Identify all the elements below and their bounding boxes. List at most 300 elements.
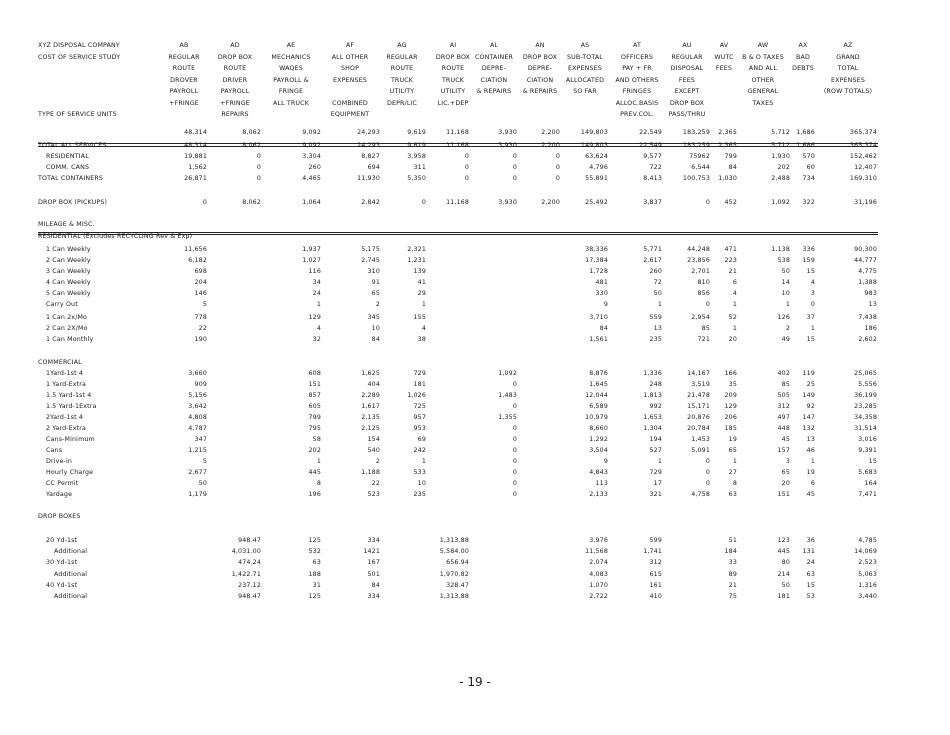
column-header-line: DROVER xyxy=(170,76,198,84)
column-header-line: BAD xyxy=(796,54,810,61)
table-cell: 5,175 xyxy=(361,246,380,253)
table-cell: 5,584.00 xyxy=(439,548,469,555)
table-cell: 9,619 xyxy=(407,129,426,136)
table-cell: 312 xyxy=(649,559,662,566)
table-cell: 2,200 xyxy=(541,129,560,136)
row-label: 5 Can Weekly xyxy=(46,290,91,297)
table-cell: 14,069 xyxy=(854,548,877,555)
table-cell: 113 xyxy=(595,480,608,487)
column-header-line: ALLOCATED xyxy=(565,76,605,84)
table-cell: 24 xyxy=(806,559,815,566)
table-cell: 202 xyxy=(777,164,790,171)
table-cell: 132 xyxy=(802,425,815,432)
column-code: AD xyxy=(230,42,240,49)
table-cell: 1,930 xyxy=(771,153,790,160)
table-cell: 41 xyxy=(417,279,426,286)
table-cell: 0 xyxy=(512,403,517,410)
table-cell: 0 xyxy=(256,175,261,182)
table-cell: 4,796 xyxy=(589,164,608,171)
column-header-line: REGULAR xyxy=(671,54,703,61)
table-cell: 1,653 xyxy=(643,414,662,421)
table-cell: 36 xyxy=(806,537,815,544)
table-cell: 328.47 xyxy=(446,582,469,589)
table-cell: 21,478 xyxy=(687,392,710,399)
table-cell: 2,125 xyxy=(361,425,380,432)
table-cell: 321 xyxy=(649,491,662,498)
table-cell: 151 xyxy=(308,381,321,388)
column-header-line: ROUTE xyxy=(223,65,247,73)
row-label: 3 Can Weekly xyxy=(46,268,91,275)
table-cell: 63,624 xyxy=(585,153,608,160)
row-label: 1 Yard-Extra xyxy=(46,381,87,388)
table-cell: 22,549 xyxy=(639,129,662,136)
table-cell: 570 xyxy=(802,153,815,160)
table-cell: 12,407 xyxy=(854,164,877,171)
row-label: Cans-Minimum xyxy=(46,436,95,443)
table-cell: 8,062 xyxy=(242,199,261,206)
column-header-line: FEES xyxy=(715,65,733,73)
table-cell: 50 xyxy=(653,290,662,297)
column-header-line: GRAND xyxy=(836,54,860,61)
row-label: Hourly Charge xyxy=(46,469,94,476)
table-cell: 60 xyxy=(806,164,815,171)
table-cell: 336 xyxy=(802,246,815,253)
table-cell: 501 xyxy=(367,571,380,578)
table-cell: 125 xyxy=(308,537,321,544)
table-cell: 34 xyxy=(312,279,321,286)
column-code: AT xyxy=(633,42,641,49)
table-cell: 1 xyxy=(810,325,815,332)
table-cell: 1 xyxy=(421,458,426,465)
table-cell: 2 xyxy=(375,458,380,465)
column-code: AF xyxy=(345,42,355,49)
table-cell: 157 xyxy=(777,447,790,454)
column-header-line: WAQES xyxy=(279,65,303,73)
column-header-line: LIC.+DEP xyxy=(437,99,469,107)
table-cell: 1 xyxy=(732,301,737,308)
table-cell: 2,954 xyxy=(691,314,710,321)
column-code: AX xyxy=(798,42,808,49)
table-cell: 149,803 xyxy=(580,129,608,136)
table-cell: 2,200 xyxy=(541,199,560,206)
table-cell: 7,471 xyxy=(858,491,877,498)
table-cell: 84 xyxy=(599,325,608,332)
table-cell: 161 xyxy=(649,582,662,589)
table-cell: 734 xyxy=(802,175,815,182)
type-of-service-label: TYPE OF SERVICE UNITS xyxy=(38,111,117,118)
table-cell: 5,350 xyxy=(407,175,426,182)
column-header-line: DISPOSAL xyxy=(670,65,704,73)
table-cell: 1,064 xyxy=(302,199,321,206)
table-cell: 13 xyxy=(653,325,662,332)
table-cell: 608 xyxy=(308,370,321,377)
table-cell: 159 xyxy=(802,257,815,264)
table-cell: 948.47 xyxy=(238,537,261,544)
table-cell: 126 xyxy=(777,314,790,321)
table-cell: 365,374 xyxy=(849,142,877,149)
column-header-line: OTHER xyxy=(751,76,775,84)
table-cell: 183,259 xyxy=(682,142,710,149)
column-header-line: REGULAR xyxy=(168,54,200,61)
table-cell: 410 xyxy=(649,593,662,600)
table-cell: 0 xyxy=(555,164,560,171)
table-cell: 532 xyxy=(308,548,321,555)
column-header-line: FRINGE xyxy=(278,88,304,96)
table-cell: 25,065 xyxy=(854,370,877,377)
row-label: 2 Yard-Extra xyxy=(46,425,87,432)
table-cell: 3 xyxy=(810,290,815,297)
table-cell: 11,168 xyxy=(446,129,469,136)
column-header-line: TAXES xyxy=(752,99,774,107)
table-cell: 1 xyxy=(657,301,662,308)
table-cell: 1,026 xyxy=(407,392,426,399)
table-cell: 2,745 xyxy=(361,257,380,264)
table-cell: 1 xyxy=(316,301,321,308)
table-cell: 334 xyxy=(367,593,380,600)
table-cell: 0 xyxy=(705,301,710,308)
table-cell: 1,686 xyxy=(796,142,815,149)
table-cell: 129 xyxy=(724,403,737,410)
table-cell: 722 xyxy=(649,164,662,171)
table-cell: 8,062 xyxy=(242,129,261,136)
column-header-line: FEES xyxy=(678,76,696,84)
table-cell: 1,316 xyxy=(858,582,877,589)
table-cell: 3,958 xyxy=(407,153,426,160)
table-cell: 0 xyxy=(464,175,469,182)
row-label: 30 Yd-1st xyxy=(46,559,78,566)
table-cell: 22,549 xyxy=(639,142,662,149)
table-cell: 164 xyxy=(864,480,877,487)
table-cell: 481 xyxy=(595,279,608,286)
table-cell: 0 xyxy=(512,164,517,171)
table-cell: 146 xyxy=(194,290,207,297)
column-header-line: ROUTE xyxy=(441,65,465,73)
column-header-line: DRIVER xyxy=(222,76,248,84)
column-header-line: SO FAR xyxy=(573,88,597,96)
table-cell: 27 xyxy=(728,469,737,476)
table-cell: 24 xyxy=(312,290,321,297)
column-code: AZ xyxy=(843,42,853,49)
table-cell: 2,602 xyxy=(858,336,877,343)
table-cell: 1,562 xyxy=(188,164,207,171)
column-code: AV xyxy=(719,42,729,49)
table-cell: 17,384 xyxy=(585,257,608,264)
table-cell: 186 xyxy=(864,325,877,332)
table-cell: 223 xyxy=(724,257,737,264)
table-cell: 2,200 xyxy=(541,142,560,149)
column-header-line: PAYROLL & xyxy=(273,76,309,84)
table-cell: 0 xyxy=(512,447,517,454)
table-cell: 84 xyxy=(371,582,380,589)
table-cell: 129 xyxy=(308,314,321,321)
table-cell: 1,313.88 xyxy=(439,593,469,600)
table-cell: 34,358 xyxy=(854,414,877,421)
company-name: XYZ DISPOSAL COMPANY xyxy=(38,42,120,49)
column-header-line: DEPR/LIC xyxy=(386,99,418,107)
row-label: TOTAL CONTAINERS xyxy=(38,175,104,182)
table-cell: 63 xyxy=(312,559,321,566)
column-header-line: DROP BOX xyxy=(669,99,705,107)
table-cell: 3,710 xyxy=(589,314,608,321)
table-cell: 4,787 xyxy=(188,425,207,432)
table-cell: 330 xyxy=(595,290,608,297)
table-cell: 3,504 xyxy=(589,447,608,454)
table-cell: 139 xyxy=(413,268,426,275)
row-label: 40 Yd-1st xyxy=(46,582,78,589)
table-cell: 63 xyxy=(728,491,737,498)
table-cell: 3,976 xyxy=(589,537,608,544)
row-label: COMMERCIAL xyxy=(38,359,82,366)
table-cell: 181 xyxy=(777,593,790,600)
table-cell: 100,753 xyxy=(682,175,710,182)
table-cell: 2,133 xyxy=(589,491,608,498)
table-cell: 1 xyxy=(732,458,737,465)
table-cell: 89 xyxy=(728,571,737,578)
column-header-line: & REPAIRS xyxy=(522,88,558,96)
table-cell: 1,970.82 xyxy=(439,571,469,578)
table-cell: 151 xyxy=(777,491,790,498)
table-cell: 15,171 xyxy=(687,403,710,410)
column-header-line: FRINGES xyxy=(622,88,652,96)
table-cell: 1,179 xyxy=(188,491,207,498)
table-cell: 1421 xyxy=(363,548,380,555)
table-cell: 810 xyxy=(697,279,710,286)
column-code: AB xyxy=(179,42,189,49)
table-cell: 48,314 xyxy=(184,129,207,136)
table-cell: 3,642 xyxy=(188,403,207,410)
table-cell: 65 xyxy=(781,469,790,476)
table-cell: 1,092 xyxy=(498,370,517,377)
table-cell: 540 xyxy=(367,447,380,454)
table-cell: 13 xyxy=(806,436,815,443)
table-cell: 19 xyxy=(806,469,815,476)
column-header-line: (ROW TOTALS) xyxy=(823,88,873,96)
table-cell: 3,440 xyxy=(858,593,877,600)
table-cell: 334 xyxy=(367,537,380,544)
table-cell: 9,092 xyxy=(302,129,321,136)
column-header-line: & REPAIRS xyxy=(476,88,512,96)
table-cell: 953 xyxy=(413,425,426,432)
table-cell: 190 xyxy=(194,336,207,343)
table-cell: 452 xyxy=(724,199,737,206)
column-code: AS xyxy=(580,42,590,49)
table-cell: 31 xyxy=(312,582,321,589)
table-cell: 1,686 xyxy=(796,129,815,136)
table-cell: 69 xyxy=(417,436,426,443)
table-cell: 347 xyxy=(194,436,207,443)
table-cell: 9 xyxy=(603,458,608,465)
table-cell: 599 xyxy=(649,537,662,544)
column-header-line: CIATION xyxy=(480,76,508,84)
table-cell: 0 xyxy=(464,153,469,160)
table-cell: 20 xyxy=(728,336,737,343)
table-cell: 365,374 xyxy=(849,129,877,136)
table-cell: 0 xyxy=(464,164,469,171)
table-cell: 1,027 xyxy=(302,257,321,264)
table-cell: 1,937 xyxy=(302,246,321,253)
table-cell: 123 xyxy=(777,537,790,544)
table-cell: 4,083 xyxy=(589,571,608,578)
table-cell: 1,070 xyxy=(589,582,608,589)
table-cell: 1 xyxy=(657,458,662,465)
column-header-line: PASS/THRU xyxy=(668,111,706,118)
table-cell: 0 xyxy=(256,164,261,171)
table-cell: 12,044 xyxy=(585,392,608,399)
table-cell: 36,199 xyxy=(854,392,877,399)
row-label: 4 Can Weekly xyxy=(46,279,91,286)
table-cell: 2,842 xyxy=(361,199,380,206)
table-cell: 22 xyxy=(198,325,207,332)
table-cell: 0 xyxy=(555,153,560,160)
table-cell: 85 xyxy=(701,325,710,332)
table-cell: 242 xyxy=(413,447,426,454)
table-cell: 0 xyxy=(512,480,517,487)
table-cell: 58 xyxy=(312,436,321,443)
table-cell: 46 xyxy=(806,447,815,454)
row-label: 1.5 Yard-1st 4 xyxy=(46,392,92,399)
table-cell: 4,843 xyxy=(589,469,608,476)
table-cell: 1,422.71 xyxy=(231,571,261,578)
table-cell: 248 xyxy=(649,381,662,388)
table-cell: 1,092 xyxy=(771,199,790,206)
row-label: 1Yard-1st 4 xyxy=(46,370,84,377)
table-cell: 497 xyxy=(777,414,790,421)
row-label: 1 Can Weekly xyxy=(46,246,91,253)
column-header-line: GENERAL xyxy=(747,88,779,96)
table-cell: 1,313.88 xyxy=(439,537,469,544)
table-cell: 20,876 xyxy=(687,414,710,421)
table-cell: 11,930 xyxy=(357,175,380,182)
row-label: Additional xyxy=(54,548,88,555)
table-cell: 5 xyxy=(202,458,207,465)
table-cell: 202 xyxy=(308,447,321,454)
table-cell: 1,292 xyxy=(589,436,608,443)
table-cell: 1,561 xyxy=(589,336,608,343)
table-cell: 15 xyxy=(806,582,815,589)
table-cell: 90,300 xyxy=(854,246,877,253)
table-cell: 50 xyxy=(781,268,790,275)
table-cell: 2,321 xyxy=(407,246,426,253)
row-label: Additional xyxy=(54,571,88,578)
table-cell: 15 xyxy=(806,268,815,275)
table-cell: 2,617 xyxy=(643,257,662,264)
column-header-line: DEPRE- xyxy=(527,65,553,73)
column-header-line: AND ALL xyxy=(748,65,778,73)
column-header-line: WUTC xyxy=(714,54,734,61)
table-cell: 5,091 xyxy=(691,447,710,454)
table-cell: 11,168 xyxy=(446,199,469,206)
table-cell: 85 xyxy=(781,381,790,388)
table-cell: 51 xyxy=(728,537,737,544)
row-label: Cans xyxy=(46,447,63,454)
row-label: TOTAL ALL SERVICES xyxy=(38,142,107,149)
table-cell: 55,891 xyxy=(585,175,608,182)
table-cell: 725 xyxy=(413,403,426,410)
table-cell: 166 xyxy=(724,370,737,377)
table-cell: 799 xyxy=(308,414,321,421)
table-cell: 5,683 xyxy=(858,469,877,476)
column-header-line: CONTAINER xyxy=(475,54,513,61)
table-cell: 169,310 xyxy=(849,175,877,182)
table-cell: 0 xyxy=(512,491,517,498)
row-label: RESIDENTIAL xyxy=(46,153,89,160)
table-cell: 183,259 xyxy=(682,129,710,136)
table-cell: 6,544 xyxy=(691,164,710,171)
column-header-line: UTILITY xyxy=(440,88,466,96)
table-cell: 948.47 xyxy=(238,593,261,600)
table-cell: 694 xyxy=(367,164,380,171)
table-cell: 8,660 xyxy=(589,425,608,432)
column-header-line: UTILITY xyxy=(389,88,415,96)
table-cell: 1,617 xyxy=(361,403,380,410)
table-cell: 23,856 xyxy=(687,257,710,264)
table-cell: 345 xyxy=(367,314,380,321)
row-label: Drive-in xyxy=(46,458,73,465)
table-cell: 152,462 xyxy=(849,153,877,160)
table-cell: 4 xyxy=(421,325,426,332)
table-cell: 5,712 xyxy=(771,142,790,149)
column-code: AE xyxy=(286,42,296,49)
table-cell: 188 xyxy=(308,571,321,578)
table-cell: 0 xyxy=(512,175,517,182)
table-cell: 119 xyxy=(802,370,815,377)
table-cell: 1,741 xyxy=(643,548,662,555)
table-cell: 1 xyxy=(732,325,737,332)
row-label: 1.5 Yard-1Extra xyxy=(46,403,97,410)
table-cell: 729 xyxy=(413,370,426,377)
table-cell: 91 xyxy=(371,279,380,286)
table-cell: 909 xyxy=(194,381,207,388)
table-cell: 0 xyxy=(512,425,517,432)
column-header-line: ALLOC.BASIS xyxy=(615,99,659,107)
column-header-line: ROUTE xyxy=(172,65,196,73)
column-header-line: TOTAL xyxy=(837,65,859,73)
table-cell: 84 xyxy=(728,164,737,171)
column-header-line: +FRINGE xyxy=(169,99,199,107)
table-cell: 1 xyxy=(785,301,790,308)
table-cell: 857 xyxy=(308,392,321,399)
column-code: AL xyxy=(489,42,499,49)
column-header-line: B & O TAXES xyxy=(742,54,784,61)
table-cell: 11,168 xyxy=(446,142,469,149)
table-cell: 2 xyxy=(785,325,790,332)
table-cell: 206 xyxy=(724,414,737,421)
table-cell: 1 xyxy=(316,458,321,465)
table-cell: 778 xyxy=(194,314,207,321)
table-cell: 3,660 xyxy=(188,370,207,377)
table-cell: 4,031.00 xyxy=(231,548,261,555)
table-cell: 992 xyxy=(649,403,662,410)
table-cell: 13 xyxy=(868,301,877,308)
table-cell: 5,156 xyxy=(188,392,207,399)
table-cell: 31,514 xyxy=(854,425,877,432)
column-header-line: AND OTHERS xyxy=(615,76,659,84)
table-cell: 983 xyxy=(864,290,877,297)
table-cell: 1,483 xyxy=(498,392,517,399)
table-cell: 0 xyxy=(705,469,710,476)
table-cell: 1,813 xyxy=(643,392,662,399)
table-cell: 38 xyxy=(417,336,426,343)
table-cell: 48,314 xyxy=(184,142,207,149)
table-cell: 0 xyxy=(705,480,710,487)
table-cell: 92 xyxy=(806,403,815,410)
row-label: Yardage xyxy=(46,491,73,498)
row-label: Carry Out xyxy=(46,301,78,308)
column-header-line: EQUIPMENT xyxy=(330,111,370,118)
table-cell: 63 xyxy=(806,571,815,578)
table-cell: 0 xyxy=(512,153,517,160)
column-header-line: DROP BOX xyxy=(435,54,471,61)
